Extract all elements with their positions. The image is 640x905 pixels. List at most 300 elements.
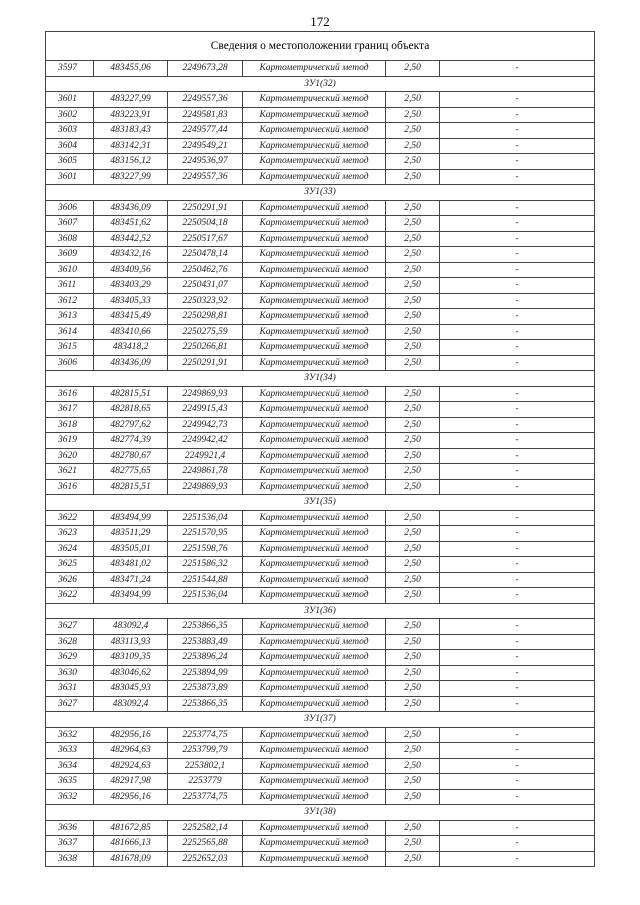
determination-method: Картометрический метод — [243, 774, 386, 790]
coordinate-x: 483471,24 — [94, 572, 168, 588]
description-dash: - — [440, 278, 595, 294]
coordinate-x: 482956,16 — [94, 789, 168, 805]
point-number: 3622 — [46, 588, 94, 604]
table-row — [46, 820, 595, 836]
table-row — [46, 634, 595, 650]
description-dash: - — [440, 758, 595, 774]
section-title: ЗУ1(38) — [46, 805, 595, 821]
point-number: 3634 — [46, 758, 94, 774]
description-dash: - — [440, 510, 595, 526]
description-dash: - — [440, 820, 595, 836]
coordinate-y: 2249557,36 — [168, 169, 243, 185]
coordinate-y: 2251570,95 — [168, 526, 243, 542]
point-number: 3597 — [46, 61, 94, 77]
precision-value: 2,50 — [386, 123, 440, 139]
determination-method: Картометрический метод — [243, 154, 386, 170]
coordinate-y: 2249942,42 — [168, 433, 243, 449]
description-dash: - — [440, 92, 595, 108]
description-dash: - — [440, 743, 595, 759]
determination-method: Картометрический метод — [243, 572, 386, 588]
precision-value: 2,50 — [386, 324, 440, 340]
coordinate-y: 2253799,79 — [168, 743, 243, 759]
table-row — [46, 464, 595, 480]
point-number: 3621 — [46, 464, 94, 480]
precision-value: 2,50 — [386, 727, 440, 743]
coordinate-y: 2250298,81 — [168, 309, 243, 325]
table-row — [46, 510, 595, 526]
determination-method: Картометрический метод — [243, 541, 386, 557]
point-number: 3619 — [46, 433, 94, 449]
precision-value: 2,50 — [386, 402, 440, 418]
section-title: ЗУ1(33) — [46, 185, 595, 201]
precision-value: 2,50 — [386, 665, 440, 681]
coordinate-y: 2250275,59 — [168, 324, 243, 340]
point-number: 3630 — [46, 665, 94, 681]
coordinate-y: 2250504,18 — [168, 216, 243, 232]
determination-method: Картометрический метод — [243, 758, 386, 774]
determination-method: Картометрический метод — [243, 340, 386, 356]
table-row — [46, 758, 595, 774]
determination-method: Картометрический метод — [243, 169, 386, 185]
coordinate-y: 2250291,91 — [168, 200, 243, 216]
precision-value: 2,50 — [386, 526, 440, 542]
point-number: 3624 — [46, 541, 94, 557]
determination-method: Картометрический метод — [243, 650, 386, 666]
precision-value: 2,50 — [386, 634, 440, 650]
table-row — [46, 619, 595, 635]
determination-method: Картометрический метод — [243, 619, 386, 635]
coordinate-x: 483436,09 — [94, 200, 168, 216]
point-number: 3636 — [46, 820, 94, 836]
precision-value: 2,50 — [386, 820, 440, 836]
table-row — [46, 727, 595, 743]
determination-method: Картометрический метод — [243, 464, 386, 480]
coordinate-x: 482797,62 — [94, 417, 168, 433]
determination-method: Картометрический метод — [243, 293, 386, 309]
determination-method: Картометрический метод — [243, 216, 386, 232]
table-row — [46, 572, 595, 588]
table-row — [46, 278, 595, 294]
description-dash: - — [440, 634, 595, 650]
determination-method: Картометрический метод — [243, 386, 386, 402]
precision-value: 2,50 — [386, 262, 440, 278]
point-number: 3609 — [46, 247, 94, 263]
point-number: 3632 — [46, 727, 94, 743]
determination-method: Картометрический метод — [243, 836, 386, 852]
coordinate-y: 2250266,81 — [168, 340, 243, 356]
point-number: 3638 — [46, 851, 94, 867]
coordinate-y: 2249869,93 — [168, 386, 243, 402]
determination-method: Картометрический метод — [243, 634, 386, 650]
determination-method: Картометрический метод — [243, 696, 386, 712]
coordinate-y: 2251586,32 — [168, 557, 243, 573]
precision-value: 2,50 — [386, 619, 440, 635]
coordinate-y: 2250431,07 — [168, 278, 243, 294]
point-number: 3606 — [46, 200, 94, 216]
precision-value: 2,50 — [386, 293, 440, 309]
table-row — [46, 588, 595, 604]
determination-method: Картометрический метод — [243, 851, 386, 867]
table-row — [46, 200, 595, 216]
precision-value: 2,50 — [386, 588, 440, 604]
description-dash: - — [440, 200, 595, 216]
description-dash: - — [440, 216, 595, 232]
point-number: 3631 — [46, 681, 94, 697]
coordinate-x: 483455,06 — [94, 61, 168, 77]
coordinate-x: 482815,51 — [94, 386, 168, 402]
coordinate-y: 2253894,99 — [168, 665, 243, 681]
precision-value: 2,50 — [386, 138, 440, 154]
coordinate-x: 481666,13 — [94, 836, 168, 852]
precision-value: 2,50 — [386, 479, 440, 495]
precision-value: 2,50 — [386, 107, 440, 123]
description-dash: - — [440, 417, 595, 433]
coordinate-x: 481672,85 — [94, 820, 168, 836]
description-dash: - — [440, 123, 595, 139]
coordinate-x: 483415,49 — [94, 309, 168, 325]
description-dash: - — [440, 355, 595, 371]
coordinate-y: 2250478,14 — [168, 247, 243, 263]
coordinate-x: 482956,16 — [94, 727, 168, 743]
precision-value: 2,50 — [386, 510, 440, 526]
coordinate-x: 483227,99 — [94, 169, 168, 185]
coordinate-y: 2249942,73 — [168, 417, 243, 433]
coordinate-y: 2252582,14 — [168, 820, 243, 836]
table-row — [46, 340, 595, 356]
description-dash: - — [440, 650, 595, 666]
precision-value: 2,50 — [386, 836, 440, 852]
description-dash: - — [440, 386, 595, 402]
point-number: 3618 — [46, 417, 94, 433]
coordinate-x: 483405,33 — [94, 293, 168, 309]
coordinate-x: 483109,35 — [94, 650, 168, 666]
table-title: Сведения о местоположении границ объекта — [46, 32, 595, 61]
table-row — [46, 448, 595, 464]
coordinate-y: 2249861,78 — [168, 464, 243, 480]
point-number: 3613 — [46, 309, 94, 325]
point-number: 3608 — [46, 231, 94, 247]
precision-value: 2,50 — [386, 572, 440, 588]
point-number: 3601 — [46, 169, 94, 185]
coordinate-x: 483511,29 — [94, 526, 168, 542]
precision-value: 2,50 — [386, 169, 440, 185]
precision-value: 2,50 — [386, 309, 440, 325]
description-dash: - — [440, 340, 595, 356]
determination-method: Картометрический метод — [243, 510, 386, 526]
coordinate-y: 2250323,92 — [168, 293, 243, 309]
coordinate-y: 2253774,75 — [168, 727, 243, 743]
table-row — [46, 851, 595, 867]
coordinate-x: 482780,67 — [94, 448, 168, 464]
determination-method: Картометрический метод — [243, 231, 386, 247]
table-row — [46, 774, 595, 790]
point-number: 3612 — [46, 293, 94, 309]
coordinate-x: 483494,99 — [94, 510, 168, 526]
precision-value: 2,50 — [386, 154, 440, 170]
point-number: 3625 — [46, 557, 94, 573]
description-dash: - — [440, 309, 595, 325]
point-number: 3626 — [46, 572, 94, 588]
precision-value: 2,50 — [386, 557, 440, 573]
determination-method: Картометрический метод — [243, 402, 386, 418]
table-row — [46, 309, 595, 325]
precision-value: 2,50 — [386, 340, 440, 356]
precision-value: 2,50 — [386, 650, 440, 666]
coordinate-y: 2253896,24 — [168, 650, 243, 666]
determination-method: Картометрический метод — [243, 789, 386, 805]
description-dash: - — [440, 526, 595, 542]
coordinate-y: 2249673,28 — [168, 61, 243, 77]
determination-method: Картометрический метод — [243, 727, 386, 743]
table-row — [46, 293, 595, 309]
coordinate-x: 483183,43 — [94, 123, 168, 139]
point-number: 3601 — [46, 92, 94, 108]
coordinate-y: 2253873,89 — [168, 681, 243, 697]
point-number: 3635 — [46, 774, 94, 790]
coordinate-x: 483409,56 — [94, 262, 168, 278]
description-dash: - — [440, 696, 595, 712]
determination-method: Картометрический метод — [243, 138, 386, 154]
precision-value: 2,50 — [386, 758, 440, 774]
description-dash: - — [440, 433, 595, 449]
section-header-row — [46, 185, 595, 201]
coordinate-x: 483403,29 — [94, 278, 168, 294]
coordinate-y: 2249577,44 — [168, 123, 243, 139]
precision-value: 2,50 — [386, 789, 440, 805]
point-number: 3610 — [46, 262, 94, 278]
coordinate-x: 482818,65 — [94, 402, 168, 418]
table-row — [46, 355, 595, 371]
coordinate-y: 2252652,03 — [168, 851, 243, 867]
point-number: 3606 — [46, 355, 94, 371]
table-row — [46, 836, 595, 852]
coordinate-x: 483113,93 — [94, 634, 168, 650]
coordinate-y: 2249581,83 — [168, 107, 243, 123]
point-number: 3633 — [46, 743, 94, 759]
description-dash: - — [440, 851, 595, 867]
table-row — [46, 479, 595, 495]
point-number: 3602 — [46, 107, 94, 123]
table-row — [46, 138, 595, 154]
section-header-row — [46, 805, 595, 821]
description-dash: - — [440, 588, 595, 604]
determination-method: Картометрический метод — [243, 61, 386, 77]
determination-method: Картометрический метод — [243, 588, 386, 604]
coordinate-y: 2251536,04 — [168, 510, 243, 526]
table-row — [46, 789, 595, 805]
description-dash: - — [440, 138, 595, 154]
coordinate-y: 2249557,36 — [168, 92, 243, 108]
description-dash: - — [440, 774, 595, 790]
point-number: 3632 — [46, 789, 94, 805]
coordinate-x: 483505,01 — [94, 541, 168, 557]
coordinate-y: 2249536,97 — [168, 154, 243, 170]
table-row — [46, 743, 595, 759]
point-number: 3620 — [46, 448, 94, 464]
coordinate-x: 483494,99 — [94, 588, 168, 604]
determination-method: Картометрический метод — [243, 200, 386, 216]
coordinate-y: 2250291,91 — [168, 355, 243, 371]
precision-value: 2,50 — [386, 200, 440, 216]
precision-value: 2,50 — [386, 464, 440, 480]
precision-value: 2,50 — [386, 851, 440, 867]
point-number: 3617 — [46, 402, 94, 418]
table-row — [46, 541, 595, 557]
description-dash: - — [440, 836, 595, 852]
point-number: 3637 — [46, 836, 94, 852]
section-title: ЗУ1(32) — [46, 76, 595, 92]
table-row — [46, 123, 595, 139]
precision-value: 2,50 — [386, 92, 440, 108]
boundary-coordinates-table — [45, 31, 595, 867]
table-row — [46, 262, 595, 278]
table-row — [46, 433, 595, 449]
table-row — [46, 681, 595, 697]
coordinate-y: 2249869,93 — [168, 479, 243, 495]
table-row — [46, 526, 595, 542]
precision-value: 2,50 — [386, 681, 440, 697]
coordinate-y: 2249915,43 — [168, 402, 243, 418]
coordinate-x: 481678,09 — [94, 851, 168, 867]
description-dash: - — [440, 464, 595, 480]
description-dash: - — [440, 61, 595, 77]
point-number: 3628 — [46, 634, 94, 650]
description-dash: - — [440, 169, 595, 185]
section-header-row — [46, 495, 595, 511]
coordinate-x: 483046,62 — [94, 665, 168, 681]
point-number: 3616 — [46, 479, 94, 495]
point-number: 3603 — [46, 123, 94, 139]
point-number: 3616 — [46, 386, 94, 402]
coordinate-y: 2252565,88 — [168, 836, 243, 852]
table-row — [46, 216, 595, 232]
description-dash: - — [440, 402, 595, 418]
table-row — [46, 247, 595, 263]
coordinate-x: 483418,2 — [94, 340, 168, 356]
coordinate-x: 483142,31 — [94, 138, 168, 154]
precision-value: 2,50 — [386, 417, 440, 433]
description-dash: - — [440, 247, 595, 263]
table-row — [46, 169, 595, 185]
coordinate-y: 2250517,67 — [168, 231, 243, 247]
section-title: ЗУ1(36) — [46, 603, 595, 619]
precision-value: 2,50 — [386, 433, 440, 449]
coordinate-y: 2253774,75 — [168, 789, 243, 805]
coordinate-x: 483092,4 — [94, 619, 168, 635]
description-dash: - — [440, 789, 595, 805]
section-title: ЗУ1(37) — [46, 712, 595, 728]
precision-value: 2,50 — [386, 355, 440, 371]
table-row — [46, 231, 595, 247]
precision-value: 2,50 — [386, 61, 440, 77]
table-row — [46, 92, 595, 108]
precision-value: 2,50 — [386, 696, 440, 712]
coordinate-x: 483045,93 — [94, 681, 168, 697]
page-number: 172 — [310, 14, 330, 29]
description-dash: - — [440, 665, 595, 681]
description-dash: - — [440, 293, 595, 309]
table-row — [46, 386, 595, 402]
point-number: 3607 — [46, 216, 94, 232]
precision-value: 2,50 — [386, 541, 440, 557]
precision-value: 2,50 — [386, 231, 440, 247]
precision-value: 2,50 — [386, 247, 440, 263]
precision-value: 2,50 — [386, 774, 440, 790]
table-row — [46, 417, 595, 433]
coordinate-y: 2250462,76 — [168, 262, 243, 278]
determination-method: Картометрический метод — [243, 417, 386, 433]
description-dash: - — [440, 479, 595, 495]
coordinate-x: 483156,12 — [94, 154, 168, 170]
coordinate-x: 483432,16 — [94, 247, 168, 263]
coordinate-x: 482917,98 — [94, 774, 168, 790]
coordinate-y: 2253866,35 — [168, 696, 243, 712]
description-dash: - — [440, 727, 595, 743]
determination-method: Картометрический метод — [243, 309, 386, 325]
coordinate-x: 483481,02 — [94, 557, 168, 573]
point-number: 3615 — [46, 340, 94, 356]
determination-method: Картометрический метод — [243, 355, 386, 371]
coordinate-x: 482815,51 — [94, 479, 168, 495]
point-number: 3622 — [46, 510, 94, 526]
determination-method: Картометрический метод — [243, 278, 386, 294]
precision-value: 2,50 — [386, 448, 440, 464]
determination-method: Картометрический метод — [243, 743, 386, 759]
coordinate-x: 482964,63 — [94, 743, 168, 759]
table-row — [46, 324, 595, 340]
description-dash: - — [440, 324, 595, 340]
point-number: 3627 — [46, 619, 94, 635]
determination-method: Картометрический метод — [243, 820, 386, 836]
determination-method: Картометрический метод — [243, 324, 386, 340]
table-header-row — [46, 32, 595, 61]
coordinate-x: 482775,65 — [94, 464, 168, 480]
description-dash: - — [440, 107, 595, 123]
point-number: 3604 — [46, 138, 94, 154]
precision-value: 2,50 — [386, 386, 440, 402]
description-dash: - — [440, 154, 595, 170]
coordinate-y: 2253866,35 — [168, 619, 243, 635]
determination-method: Картометрический метод — [243, 123, 386, 139]
determination-method: Картометрический метод — [243, 557, 386, 573]
coordinate-y: 2253883,49 — [168, 634, 243, 650]
table-row — [46, 557, 595, 573]
precision-value: 2,50 — [386, 216, 440, 232]
description-dash: - — [440, 557, 595, 573]
determination-method: Картометрический метод — [243, 247, 386, 263]
coordinate-y: 2251536,04 — [168, 588, 243, 604]
description-dash: - — [440, 681, 595, 697]
determination-method: Картометрический метод — [243, 681, 386, 697]
point-number: 3629 — [46, 650, 94, 666]
section-title: ЗУ1(34) — [46, 371, 595, 387]
description-dash: - — [440, 231, 595, 247]
coordinate-x: 483223,91 — [94, 107, 168, 123]
precision-value: 2,50 — [386, 743, 440, 759]
table-row — [46, 402, 595, 418]
table-row — [46, 696, 595, 712]
determination-method: Картометрический метод — [243, 107, 386, 123]
table-row — [46, 154, 595, 170]
coordinate-y: 2249549,21 — [168, 138, 243, 154]
section-header-row — [46, 371, 595, 387]
table-row — [46, 650, 595, 666]
section-header-row — [46, 603, 595, 619]
description-dash: - — [440, 619, 595, 635]
point-number: 3605 — [46, 154, 94, 170]
table-body — [46, 32, 595, 867]
determination-method: Картометрический метод — [243, 665, 386, 681]
